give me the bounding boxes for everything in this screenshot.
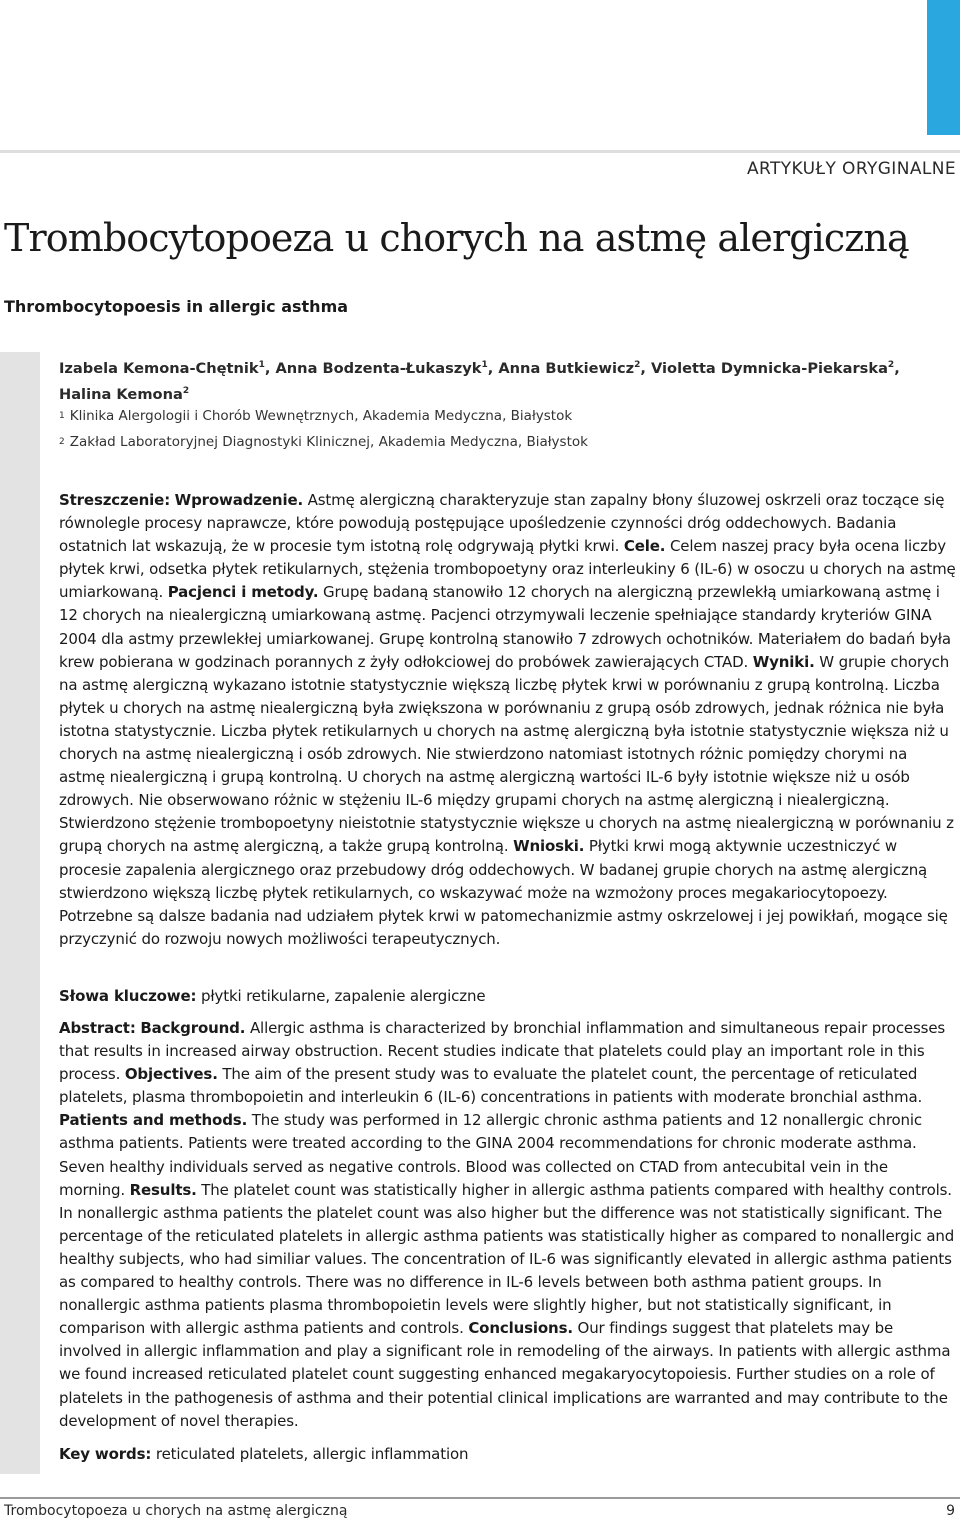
- footer-running-title: Trombocytopoeza u chorych na astmę alergiczną: [4, 1503, 348, 1519]
- abstract-english: Abstract: Background. Allergic asthma is characterized by bronchial inflammation and simultaneous repair processes that results in increased airway obstruction. Recent studies indicate that platelets could play an important role in this process. Objectives. The aim of the present study was to evaluate the platelet count, the percentage of reticulated platelets, plasma thrombopoietin and interleukin 6 (IL-6) concentrations in patients with moderate bronchial asthma. Patients and methods. The study was performed in 12 allergic chronic asthma patients and 12 nonallergic chronic asthma patients. Patients were treated according to the GINA 2004 recommendations for chronic moderate asthma. Seven healthy individuals served as negative controls. Blood was collected on CTAD from antecubital vein in the morning. Results. The platelet count was statistically higher in allergic asthma patients compared with healthy controls. In nonallergic asthma patients the platelet count was also higher but the difference was not statistically significant. The percentage of the reticulated platelets in allergic asthma patients was statistically higher as compared to nonallergic and healthy subjects, who had similiar values. The concentration of IL-6 was significantly elevated in allergic asthma patients as compared to healthy controls. There was no difference in IL-6 levels between both asthma patient groups. In nonallergic asthma patients plasma thrombopoietin levels were slightly higher, but not statistically significant, in comparison with allergic asthma patients and controls. Conclusions. Our findings suggest that platelets may be involved in allergic inflammation and play a significant role in remodeling of the airways. In patients with allergic asthma we found increased reticulated platelet count suggesting enhanced megakaryocytopoiesis. Further studies on a role of platelets in the pathogenesis of asthma and their potential clinical implications are warranted and may contribute to the development of novel therapies.: [59, 1019, 955, 1430]
- keywords-english: Key words: reticulated platelets, allergic inflammation: [59, 1445, 469, 1463]
- footer-divider: [0, 1497, 960, 1499]
- author: Izabela Kemona-Chętnik$^1$,: [59, 359, 276, 377]
- article-subtitle: Thrombocytopoesis in allergic asthma: [4, 297, 349, 316]
- affiliation: $^1$ Klinika Alergologii i Chorób Wewnętrznych, Akademia Medyczna, Białystok: [59, 408, 573, 424]
- affiliation: $^2$ Zakład Laboratoryjnej Diagnostyki Klinicznej, Akademia Medyczna, Białystok: [59, 434, 588, 450]
- author: Anna Butkiewicz$^2$,: [498, 359, 651, 377]
- side-bar: [0, 352, 40, 1474]
- abstract-polish: Streszczenie: Wprowadzenie. Astmę alergiczną charakteryzuje stan zapalny błony śluzowej oskrzeli oraz toczące się równolegle procesy naprawcze, które powodują postępujące upośledzenie czynności dróg oddechowych. Badania ostatnich lat wskazują, że w procesie tym istotną rolę odgrywają płytki krwi. Cele. Celem naszej pracy była ocena liczby płytek krwi, odsetka płytek retikularnych, stężenia trombopoetyny oraz interleukiny 6 (IL-6) w osoczu u chorych na astmę umiarkowaną. Pacjenci i metody. Grupę badaną stanowiło 12 chorych na alergiczną przewlekłą umiarkowaną astmę i 12 chorych na niealergiczną umiarkowaną astmę. Pacjenci otrzymywali leczenie spełniające standardy kryteriów GINA 2004 dla astmy przewlekłej umiarkowanej. Grupę kontrolną stanowiło 7 zdrowych ochotników. Materiałem do badań była krew pobierana w godzinach porannych z żyły odłokciowej do probówek zawierających CTAD. Wyniki. W grupie chorych na astmę alergiczną wykazano istotnie statystycznie większą liczbę płytek krwi w porównaniu z grupą kontrolną. Liczba płytek u chorych na astmę niealergiczną była zwiększona w porównaniu z grupą osób zdrowych, jednak różnica nie była istotna statystycznie. Liczba płytek retikularnych u chorych na astmę alergiczną była istotnie statystycznie większa niż u chorych na astmę niealergiczną i osób zdrowych. Nie stwierdzono natomiast istotnych różnic pomiędzy chorymi na astmę niealergiczną i grupą kontrolną. U chorych na astmę alergiczną wartości IL-6 były istotnie większe niż u osób zdrowych. Nie obserwowano różnic w stężeniu IL-6 między grupami chorych na astmę alergiczną i niealergiczną. Stwierdzono stężenie trombopoetyny nieistotnie statystycznie większe u chorych na astmę niealergiczną w porównaniu z grupą chorych na astmę alergiczną, a także grupą kontrolną. Wnioski. Płytki krwi mogą aktywnie uczestniczyć w procesie zapalenia alergicznego oraz przebudowy dróg oddechowych. W badanej grupie chorych na astmę alergiczną stwierdzono większą liczbę płytek retikularnych, co wskazywać może na wzmożony proces megakariocytopoezy. Potrzebne są dalsze badania nad udziałem płytek krwi w patomechanizmie astmy oskrzelowej i jej powikłań, mogące się przyczynić do rozwoju nowych możliwości terapeutycznych.: [59, 491, 956, 948]
- author: Anna Bodzenta-Łukaszyk$^1$,: [275, 359, 499, 377]
- article-title: Trombocytopoeza u chorych na astmę alergiczną: [4, 216, 909, 260]
- author: Violetta Dymnicka-Piekarska$^2$,: [651, 359, 900, 377]
- top-divider: [0, 150, 960, 153]
- page-number: 9: [946, 1503, 955, 1519]
- author: Halina Kemona$^2$: [59, 385, 190, 403]
- section-label: ARTYKUŁY ORYGINALNE: [746, 159, 956, 179]
- author-list: [59, 354, 956, 406]
- accent-bar: [927, 0, 960, 135]
- keywords-polish: Słowa kluczowe: płytki retikularne, zapalenie alergiczne: [59, 987, 486, 1005]
